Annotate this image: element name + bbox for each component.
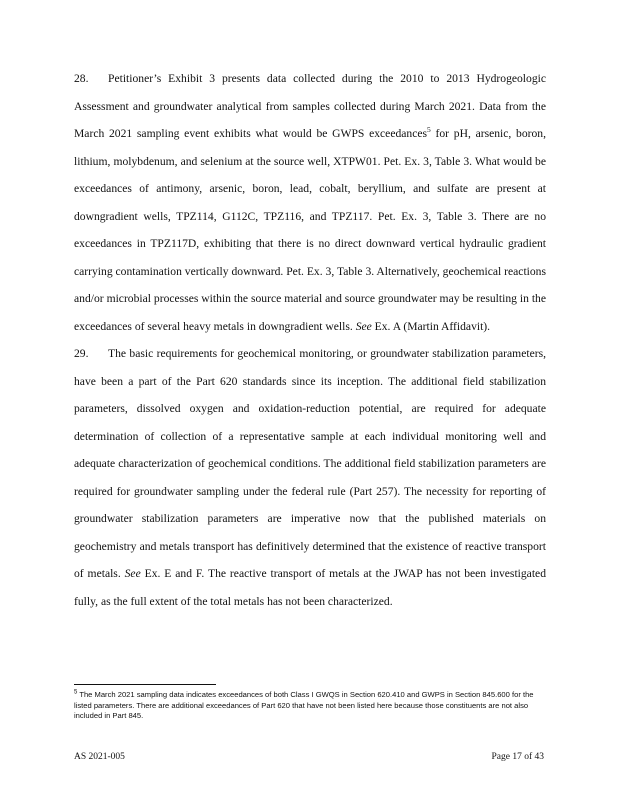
footnote: [74, 690, 546, 722]
footer-page-number: Page 17 of 43: [491, 752, 544, 762]
paragraph-text: Ex. E and F. The reactive transport of metals at the JWAP has not been investigated fully, as the full extent of the total metals has not been characterized.: [74, 567, 546, 608]
paragraph-number: 29.: [74, 347, 89, 360]
paragraph-text: The basic requirements for geochemical monitoring, or groundwater stabilization parameters, have been a part of the Part 620 standards since its inception. The additional field stabilization parameters, dissolved oxygen and oxidation-reduction potential, are required for adequate determination of collection of a representative sample at each individual monitoring well and adequate characterization of geochemical conditions. The additional field stabilization parameters are required for groundwater sampling under the federal rule (Part 257). The necessity for reporting of groundwater stabilization parameters are imperative now that the published materials on geochemistry and metals transport has definitively determined that the existence of reactive transport of metals.: [74, 347, 546, 580]
footnote-mark: 5: [74, 689, 78, 696]
paragraph-text: for pH, arsenic, boron, lithium, molybdenum, and selenium at the source well, XTPW01. Pet. Ex. 3, Table 3. What would be exceedances of antimony, arsenic, boron, lead, cobalt, beryllium, and sulfate are present at downgradient wells, TPZ114, G112C, TPZ116, and TPZ117. Pet. Ex. 3, Table 3. There are no exceedances in TPZ117D, exhibiting that there is no direct downward vertical hydraulic gradient carrying contamination vertically downward. Pet. Ex. 3, Table 3. Alternatively, geochemical reactions and/or microbial processes within the source material and source groundwater may be resulting in the exceedances of several heavy metals in downgradient wells.: [74, 127, 546, 333]
footer-case-number: AS 2021-005: [74, 752, 125, 762]
paragraph-text: Petitioner’s Exhibit 3 presents data collected during the 2010 to 2013 Hydrogeologic Assessment and groundwater analytical from samples collected during March 2021. Data from the March 2021 sampling event exhibits what would be GWPS exceedances: [74, 72, 546, 140]
paragraph-text: Ex. A (Martin Affidavit).: [371, 319, 491, 333]
body-text: [74, 65, 546, 615]
footnote-reference[interactable]: 5: [427, 125, 431, 135]
see-signal: See: [355, 319, 372, 333]
footnote-text: The March 2021 sampling data indicates exceedances of both Class I GWQS in Section 620.410 and GWPS in Section 845.600 for the listed parameters. There are additional exceedances of Part 620 that have not been listed here because those constituents are not also included in Part 845.: [74, 690, 534, 720]
paragraph-29: [74, 340, 546, 615]
paragraph-28: [74, 65, 546, 340]
footnote-separator: [74, 684, 216, 685]
see-signal: See: [124, 567, 141, 580]
paragraph-number: 28.: [74, 72, 89, 85]
